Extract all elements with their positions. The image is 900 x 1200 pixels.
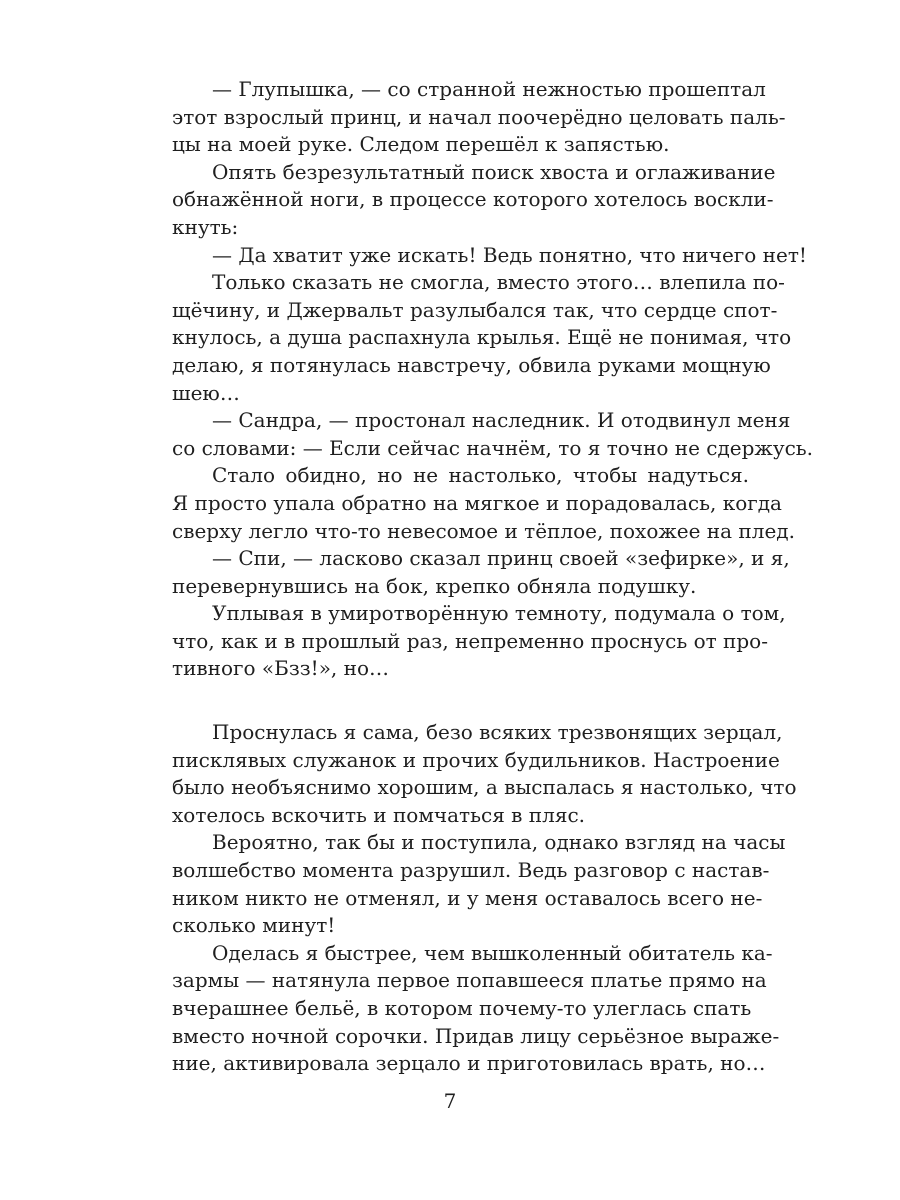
text-line: Вероятно, так бы и поступила, однако взгляд на часы (212, 830, 786, 855)
text-line: Только сказать не смогла, вместо этого… влепила по- (212, 270, 785, 295)
paragraph (172, 940, 780, 1078)
text-line: ние, активировала зерцало и приготовилась врать, но… (172, 1051, 766, 1076)
text-line: сверху легло что-то невесомое и тёплое, похожее на плед. (172, 518, 795, 543)
text-line: было необъяснимо хорошим, а выспалась я настолько, что (172, 775, 797, 800)
text-line: — Глупышка, — со странной нежностью прошептал (212, 77, 766, 101)
text-section-2 (172, 719, 797, 1078)
page-number: 7 (443, 1089, 457, 1113)
text-line: — Спи, — ласково сказал принц своей «зефирке», и я, (212, 546, 790, 571)
text-line: писклявых служанок и прочих будильников. Настроение (172, 747, 780, 772)
paragraph (172, 600, 786, 683)
paragraph (172, 76, 786, 159)
text-line: Опять безрезультатный поиск хвоста и оглаживание (212, 159, 776, 184)
text-line: волшебство момента разрушил. Ведь разговор с настав- (172, 858, 770, 883)
text-line: Оделась я быстрее, чем вышколенный обитатель ка- (212, 940, 773, 965)
paragraph (172, 242, 807, 270)
text-line: зармы — натянула первое попавшееся платье прямо на (172, 968, 767, 993)
text-line: щёчину, и Джервальт разулыбался так, что сердце спот- (172, 297, 778, 322)
text-line: со словами: — Если сейчас начнём, то я точно не сдержусь. (172, 435, 814, 460)
text-line: Я просто упала обратно на мягкое и порадовалась, когда (172, 490, 782, 515)
text-line: ником никто не отменял, и у меня оставалось всего не- (172, 885, 763, 910)
paragraph (172, 159, 776, 242)
text-line: кнулось, а душа распахнула крылья. Ещё не понимая, что (172, 325, 792, 350)
paragraph (172, 545, 790, 600)
text-line: Уплывая в умиротворённую темноту, подумала о том, (212, 601, 786, 626)
text-line: шею… (172, 380, 240, 405)
section-break (172, 683, 749, 719)
text-line: — Да хватит уже искать! Ведь понятно, что ничего нет! (212, 242, 807, 267)
text-line: сколько минут! (172, 913, 336, 938)
text-line: обнажённой ноги, в процессе которого хотелось воскли- (172, 187, 774, 212)
text-line: цы на моей руке. Следом перешёл к запястью. (172, 132, 670, 157)
paragraph (172, 462, 795, 545)
text-line: делаю, я потянулась навстречу, обвила руками мощную (172, 352, 771, 377)
book-page (172, 76, 814, 1078)
paragraph (172, 269, 792, 407)
text-line: вчерашнее бельё, в котором почему-то улеглась спать (172, 996, 752, 1020)
text-line: хотелось вскочить и помчаться в пляс. (172, 802, 585, 827)
text-line: тивного «Бзз!», но… (172, 656, 390, 681)
text-line: Проснулась я сама, безо всяких трезвонящих зерцал, (212, 720, 783, 745)
text-line: перевернувшись на бок, крепко обняла подушку. (172, 573, 697, 598)
text-line: — Сандра, — простонал наследник. И отодвинул меня (212, 408, 791, 433)
text-line: вместо ночной сорочки. Придав лицу серьёзное выраже- (172, 1023, 780, 1048)
text-line: что, как и в прошлый раз, непременно проснусь от про- (172, 628, 768, 653)
text-section-1 (172, 76, 814, 683)
paragraph (172, 407, 814, 462)
text-line: кнуть: (172, 214, 239, 239)
text-line: этот взрослый принц, и начал поочерёдно целовать паль- (172, 104, 786, 129)
text-line: Стало обидно, но не настолько, чтобы надуться. (212, 463, 749, 488)
paragraph (172, 719, 797, 829)
paragraph (172, 829, 786, 939)
